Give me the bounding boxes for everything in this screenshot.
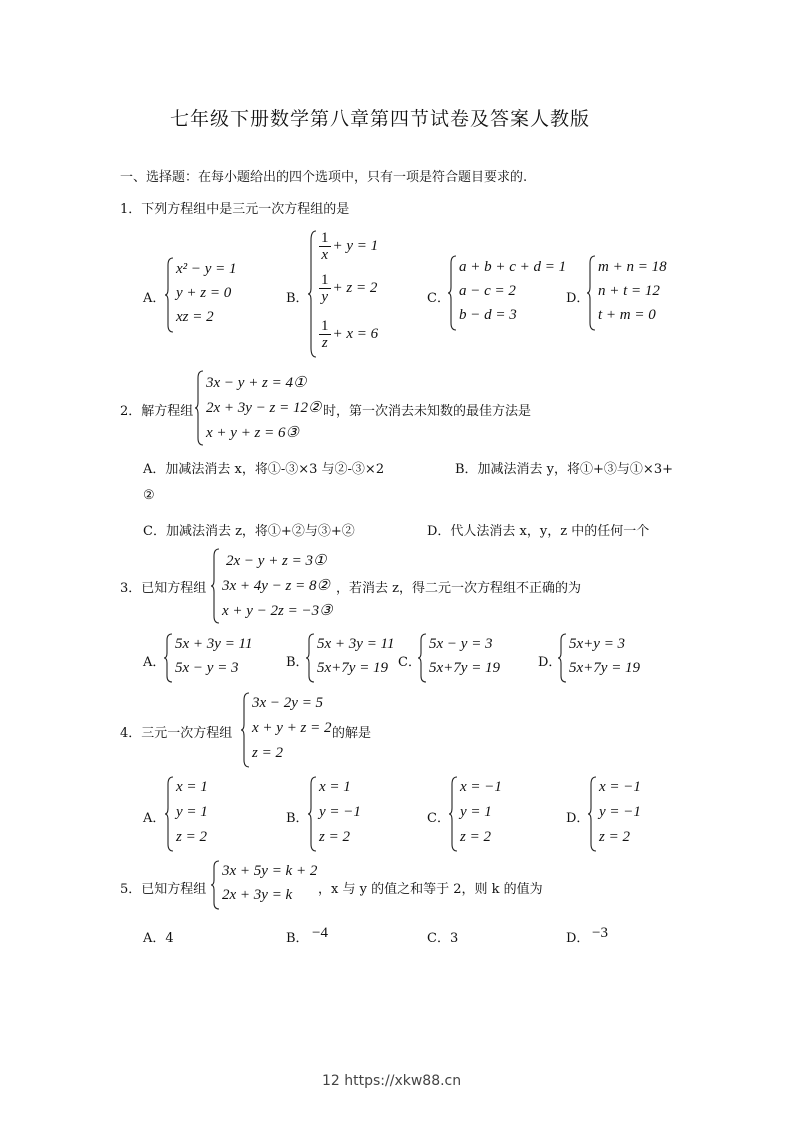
q2-option-a: A．加减法消去 x，将①-③×3 与②-③×2	[143, 462, 385, 477]
q1-c-row3: b − d = 3	[459, 307, 517, 323]
q5-option-b-value: −4	[312, 925, 328, 941]
q4-d-row1: x = −1	[599, 779, 641, 795]
q1-stem: 1．下列方程组中是三元一次方程组的是	[120, 202, 350, 217]
q4-b-row1: x = 1	[319, 779, 351, 795]
q5-option-d-label: D．	[566, 931, 590, 946]
q1-b-brace	[308, 230, 318, 358]
q1-d-row3: t + m = 0	[598, 307, 656, 323]
q5-brace	[211, 860, 221, 910]
q2-row2: 2x + 3y − z = 12②	[206, 400, 322, 416]
q4-row3: z = 2	[252, 745, 283, 761]
q2-option-d: D．代人法消去 x，y，z 中的任何一个	[427, 524, 650, 539]
q4-d-row2: y = −1	[599, 804, 641, 820]
q4-d-brace	[588, 776, 598, 852]
q3-row1: 2x − y + z = 3①	[226, 553, 327, 569]
page-title: 七年级下册数学第八章第四节试卷及答案人教版	[170, 108, 591, 130]
q4-b-row2: y = −1	[319, 804, 361, 820]
q5-option-a: A．4	[143, 931, 174, 946]
q1-b-row2: $\frac{1}{y}$ + z = 2	[321, 272, 378, 305]
q4-a-row1: x = 1	[176, 779, 208, 795]
q5-row2: 2x + 3y = k	[222, 887, 293, 903]
q1-a-row1: x² − y = 1	[176, 261, 237, 277]
q1-c-row2: a − c = 2	[459, 283, 516, 299]
q4-brace	[241, 692, 251, 768]
q2-suffix: 时，第一次消去未知数的最佳方法是	[323, 404, 532, 419]
q2-row1: 3x − y + z = 4①	[206, 375, 307, 391]
q3-d-brace	[558, 633, 568, 683]
q5-prefix: 5．已知方程组	[120, 882, 207, 897]
q4-c-brace	[449, 776, 459, 852]
q3-b-brace	[306, 633, 316, 683]
q3-c-row2: 5x+7y = 19	[429, 660, 501, 676]
q4-c-row1: x = −1	[460, 779, 502, 795]
q3-b-row1: 5x + 3y = 11	[317, 636, 395, 652]
q1-option-d-label: D．	[566, 291, 590, 306]
section-heading: 一、选择题：在每小题给出的四个选项中，只有一项是符合题目要求的.	[120, 170, 528, 185]
q4-option-d-label: D．	[566, 811, 590, 826]
q2-prefix: 2．解方程组	[120, 404, 194, 419]
q3-d-row2: 5x+7y = 19	[569, 660, 641, 676]
q2-brace	[195, 370, 205, 446]
q4-b-brace	[308, 776, 318, 852]
q4-option-b-label: B．	[286, 811, 309, 826]
q1-option-a-label: A．	[143, 291, 166, 306]
q1-c-brace	[448, 255, 458, 331]
q3-option-d-label: D．	[538, 655, 562, 670]
q5-option-d-value: −3	[592, 925, 608, 941]
q4-a-row2: y = 1	[176, 804, 208, 820]
q1-d-brace	[587, 255, 597, 331]
q1-a-row2: y + z = 0	[176, 285, 232, 301]
q2-option-b-continued: ②	[143, 488, 155, 503]
q5-option-b-label: B．	[286, 931, 309, 946]
q3-c-brace	[418, 633, 428, 683]
q3-option-b-label: B．	[286, 655, 309, 670]
q3-suffix: ，若消去 z，得二元一次方程组不正确的为	[336, 581, 581, 596]
q3-brace	[211, 548, 221, 624]
q4-d-row3: z = 2	[599, 829, 630, 845]
q4-c-row2: y = 1	[460, 804, 492, 820]
q2-option-c: C．加减法消去 z，将①+②与③+②	[143, 524, 355, 539]
q3-row2: 3x + 4y − z = 8②	[222, 578, 330, 594]
q4-option-c-label: C．	[427, 811, 450, 826]
q2-option-b: B．加减法消去 y，将①+③与①×3+	[455, 462, 673, 477]
q1-b-row1: $\frac{1}{x}$ + y = 1	[321, 230, 379, 263]
q4-suffix: 的解是	[332, 726, 372, 741]
page-footer: 12 https://xkw88.cn	[322, 1073, 462, 1089]
q4-row2: x + y + z = 2	[252, 720, 332, 736]
q1-d-row1: m + n = 18	[598, 259, 667, 275]
q4-row1: 3x − 2y = 5	[252, 695, 324, 711]
q1-b-row3: $\frac{1}{z}$ + x = 6	[321, 318, 379, 351]
q5-option-c: C．3	[427, 931, 459, 946]
q2-row3: x + y + z = 6③	[206, 425, 299, 441]
q4-option-a-label: A．	[143, 811, 166, 826]
q3-prefix: 3．已知方程组	[120, 581, 207, 596]
q1-a-row3: xz = 2	[176, 309, 214, 325]
q3-option-c-label: C．	[398, 655, 421, 670]
q1-c-row1: a + b + c + d = 1	[459, 259, 567, 275]
q3-row3: x + y − 2z = −3③	[222, 603, 333, 619]
q4-b-row3: z = 2	[319, 829, 350, 845]
q5-row1: 3x + 5y = k + 2	[222, 863, 318, 879]
q3-a-brace	[164, 633, 174, 683]
q5-suffix: ，x 与 y 的值之和等于 2，则 k 的值为	[318, 882, 543, 897]
q1-option-c-label: C．	[427, 291, 450, 306]
q1-a-brace	[165, 257, 175, 333]
q1-d-row2: n + t = 12	[598, 283, 660, 299]
q4-a-row3: z = 2	[176, 829, 207, 845]
q1-option-b-label: B．	[286, 291, 309, 306]
q3-option-a-label: A．	[143, 655, 166, 670]
q4-a-brace	[165, 776, 175, 852]
q4-c-row3: z = 2	[460, 829, 491, 845]
q4-prefix: 4．三元一次方程组	[120, 726, 233, 741]
q3-c-row1: 5x − y = 3	[429, 636, 493, 652]
q3-b-row2: 5x+7y = 19	[317, 660, 389, 676]
q3-d-row1: 5x+y = 3	[569, 636, 626, 652]
q3-a-row2: 5x − y = 3	[175, 660, 239, 676]
q3-a-row1: 5x + 3y = 11	[175, 636, 253, 652]
